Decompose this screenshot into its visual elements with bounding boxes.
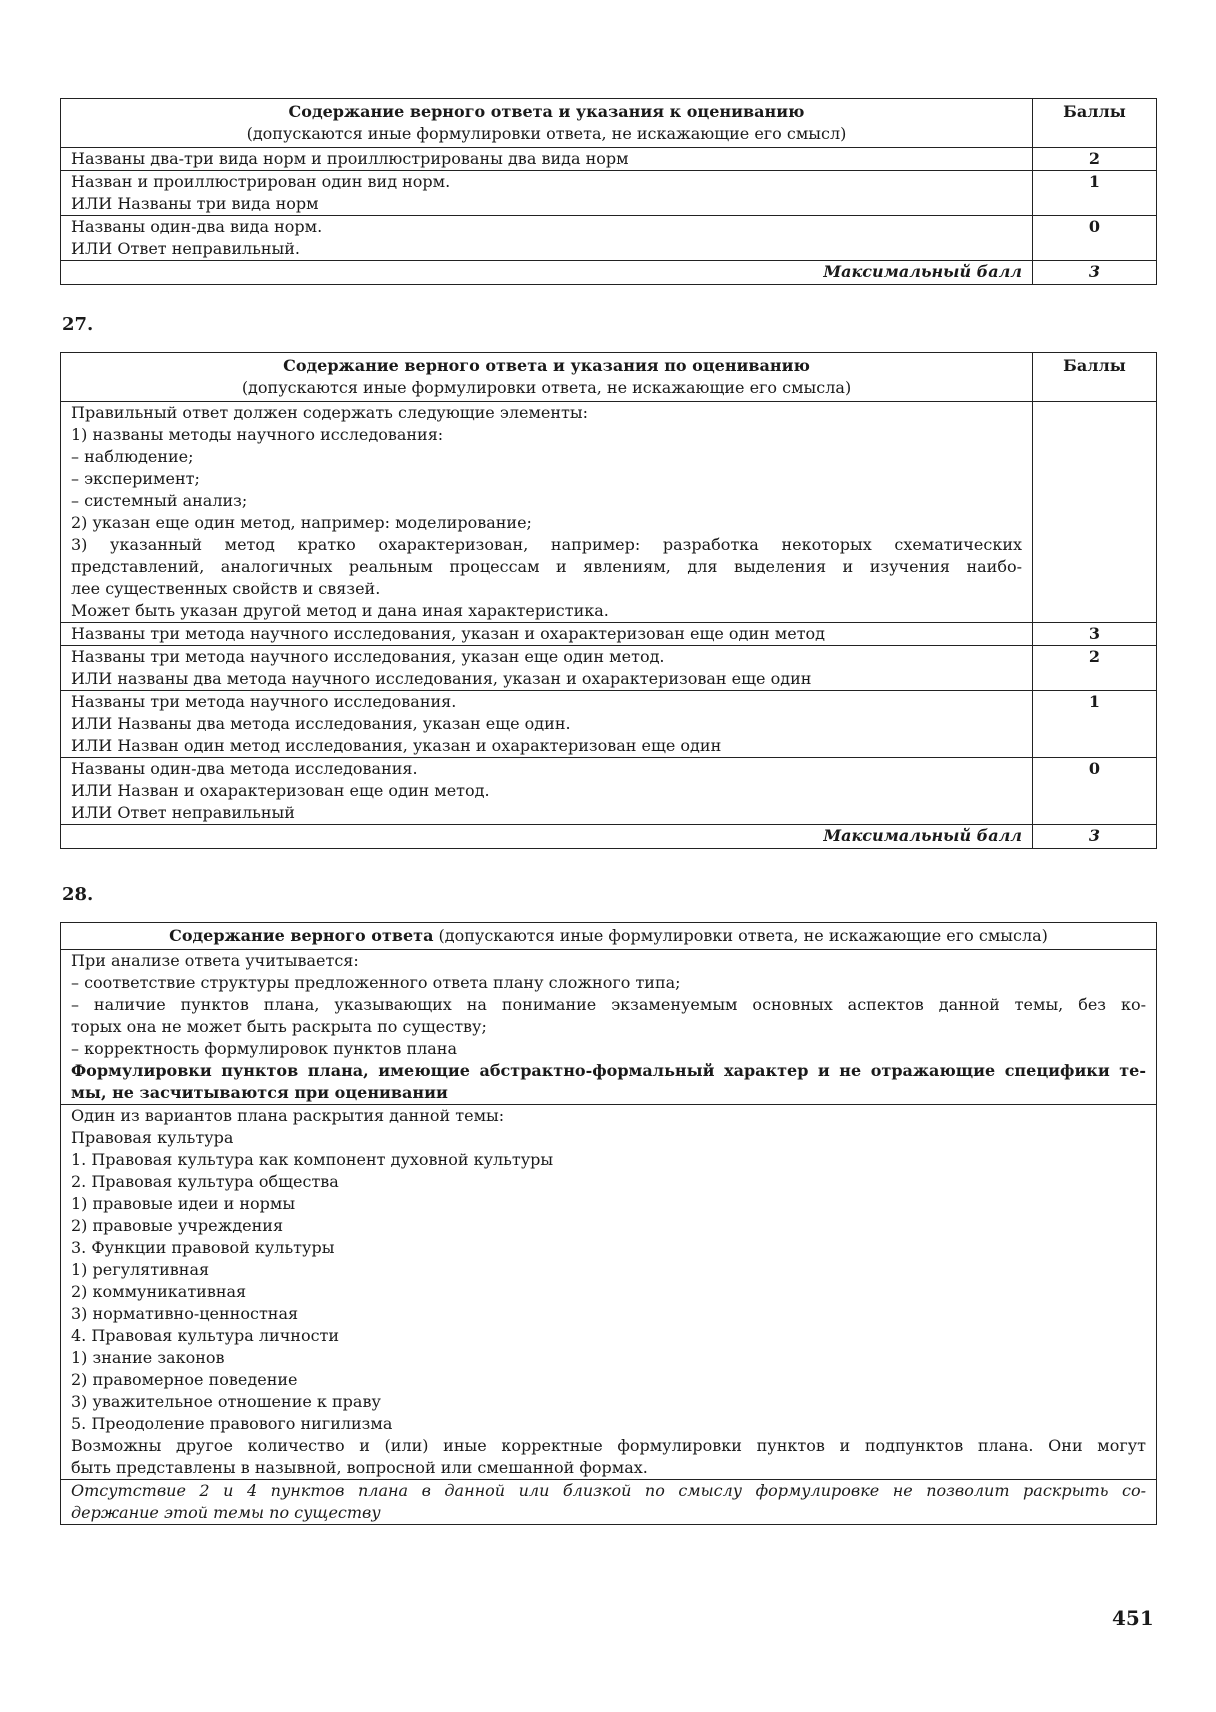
max-score-row [61,825,1157,849]
table-row: Назван и проиллюстрирован один вид норм. ИЛИ Названы три вида норм 1 [61,171,1157,216]
score-cell: 0 [1033,216,1157,261]
question-number-27: 27. [62,314,94,335]
table-header-row [61,923,1157,950]
criteria-row: При анализе ответа учитывается: – соответствие структуры предложенного ответа плану сложного типа; – наличие пунктов плана, указывающих на понимание экзаменуемым основных аспектов данной темы, без ко- торых она не может быть раскрыта по существу; – корректность формулировок пунктов плана Формулировки пунктов плана, имеющие абстрактно-формальный характер и не отражающие специфики те- мы, не засчитываются при оценивании [61,950,1157,1105]
score-cell: 0 [1033,758,1157,825]
content-header: Содержание верного ответа и указания по оцениванию (допускаются иные формулировки ответа, не искажающие его смысла) [61,353,1033,402]
answer-content-row: Правильный ответ должен содержать следующие элементы: 1) названы методы научного исследования: – наблюдение; – эксперимент; – системный анализ; 2) указан еще один метод, например: моделирование; 3) указанный метод кратко охарактеризован, например: разработка некоторых схематических представлений, аналогичных реальным процессам и явлениям, для выделения и изучения наибо- лее существенных свойств и связей. Может быть указан другой метод и дана иная характеристика. [61,402,1157,623]
max-score-value: 3 [1033,825,1157,849]
table-row: Названы один-два метода исследования. ИЛИ Назван и охарактеризован еще один метод. ИЛИ Ответ неправильный 0 [61,758,1157,825]
score-cell: 3 [1033,623,1157,646]
max-score-row [61,261,1157,285]
table-row: Названы один-два вида норм. ИЛИ Ответ неправильный. 0 [61,216,1157,261]
score-cell: 2 [1033,646,1157,691]
points-header: Баллы [1033,99,1157,148]
question-number-28: 28. [62,884,94,905]
table-row: Названы два-три вида норм и проиллюстрированы два вида норм 2 [61,148,1157,171]
table-row: Названы три метода научного исследования. ИЛИ Названы два метода исследования, указан еще один. ИЛИ Назван один метод исследования, указан и охарактеризован еще один 1 [61,691,1157,758]
note-row: Отсутствие 2 и 4 пунктов плана в данной или близкой по смыслу формулировке не позволит раскрыть со- держание этой темы по существу [61,1480,1157,1525]
plan-row: Один из вариантов плана раскрытия данной темы: Правовая культура 1. Правовая культура как компонент духовной культуры 2. Правовая культура общества 1) правовые идеи и нормы 2) правовые учреждения 3. Функции правовой культуры 1) регулятивная 2) коммуникативная 3) нормативно-ценностная 4. Правовая культура личности 1) знание законов 2) правомерное поведение 3) уважительное отношение к праву 5. Преодоление правового нигилизма Возможны другое количество и (или) иные корректные формулировки пунктов и подпунктов плана. Они могут быть представлены в назывной, вопросной или смешанной формах. [61,1105,1157,1480]
criteria-table-27 [60,352,1157,849]
score-cell: 1 [1033,171,1157,216]
table-row: Названы три метода научного исследования, указан и охарактеризован еще один метод 3 [61,623,1157,646]
content-header: Содержание верного ответа (допускаются иные формулировки ответа, не искажающие его смысла) [61,923,1157,950]
criteria-table-26 [60,98,1157,285]
score-cell: 2 [1033,148,1157,171]
table-header-row [61,99,1157,148]
table-row: Названы три метода научного исследования, указан еще один метод. ИЛИ названы два метода научного исследования, указан и охарактеризован еще один 2 [61,646,1157,691]
content-header: Содержание верного ответа и указания к оцениванию (допускаются иные формулировки ответа, не искажающие его смысл) [61,99,1033,148]
page-number: 451 [1112,1606,1154,1630]
criteria-table-28 [60,922,1157,1525]
max-score-label: Максимальный балл [61,261,1033,285]
max-score-value: 3 [1033,261,1157,285]
max-score-label: Максимальный балл [61,825,1033,849]
table-header-row [61,353,1157,402]
score-cell: 1 [1033,691,1157,758]
points-header: Баллы [1033,353,1157,402]
